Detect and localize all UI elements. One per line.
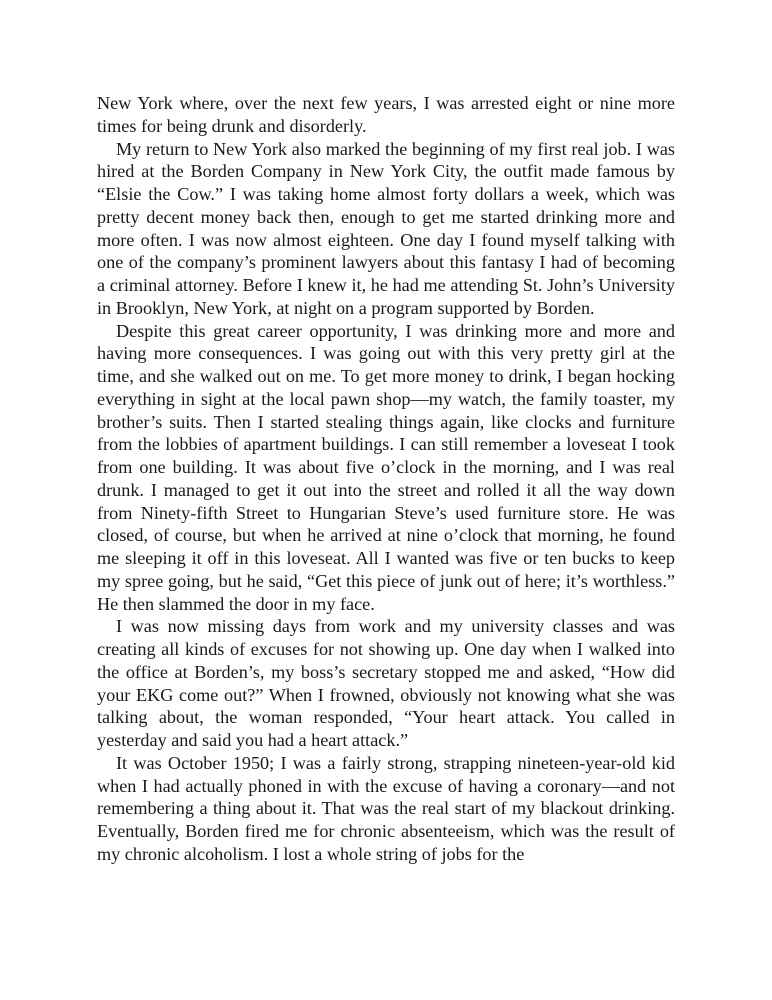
paragraph-drinking-consequences: Despite this great career opportunity, I was drinking more and more and having more consequences. I was going out with this very pretty girl at the time, and she walked out on me. To get more money to drink, I began hocking everything in sight at the local pawn shop—my watch, the family toaster, my brother’s suits. Then I started stealing things again, like clocks and furniture from the lobbies of apartment buildings. I can still remember a loveseat I took from one building. It was about five o’clock in the morning, and I was real drunk. I managed to get it out into the street and rolled it all the way down from Ninety-fifth Street to Hungarian Steve’s used furniture store. He was closed, of course, but when he arrived at nine o’clock that morning, he found me sleeping it off in this loveseat. All I wanted was five or ten bucks to keep my spree going, but he said, “Get this piece of junk out of here; it’s worthless.” He then slammed the door in my face. <box>97 320 675 614</box>
paragraph-continuation: New York where, over the next few years, I was arrested eight or nine more times for being drunk and disorderly. <box>97 93 675 136</box>
book-page-text <box>97 92 675 866</box>
paragraph-blackout-drinking: It was October 1950; I was a fairly strong, strapping nineteen-year-old kid when I had actually phoned in with the excuse of having a coronary—and not remembering a thing about it. That was the real start of my blackout drinking. Eventually, Borden fired me for chronic absenteeism, which was the result of my chronic alcoholism. I lost a whole string of jobs for the <box>97 752 675 864</box>
paragraph-first-job: My return to New York also marked the beginning of my first real job. I was hired at the Borden Company in New York City, the outfit made famous by “Elsie the Cow.” I was taking home almost forty dollars a week, which was pretty decent money back then, enough to get me started drinking more and more often. I was now almost eighteen. One day I found myself talking with one of the company’s prominent lawyers about this fantasy I had of becoming a criminal attorney. Before I knew it, he had me attending St. John’s University in Brooklyn, New York, at night on a program supported by Borden. <box>97 138 675 318</box>
paragraph-missing-work: I was now missing days from work and my university classes and was creating all kinds of excuses for not showing up. One day when I walked into the office at Borden’s, my boss’s secretary stopped me and asked, “How did your EKG come out?” When I frowned, obviously not knowing what she was talking about, the woman responded, “Your heart attack. You called in yesterday and said you had a heart attack.” <box>97 616 675 750</box>
